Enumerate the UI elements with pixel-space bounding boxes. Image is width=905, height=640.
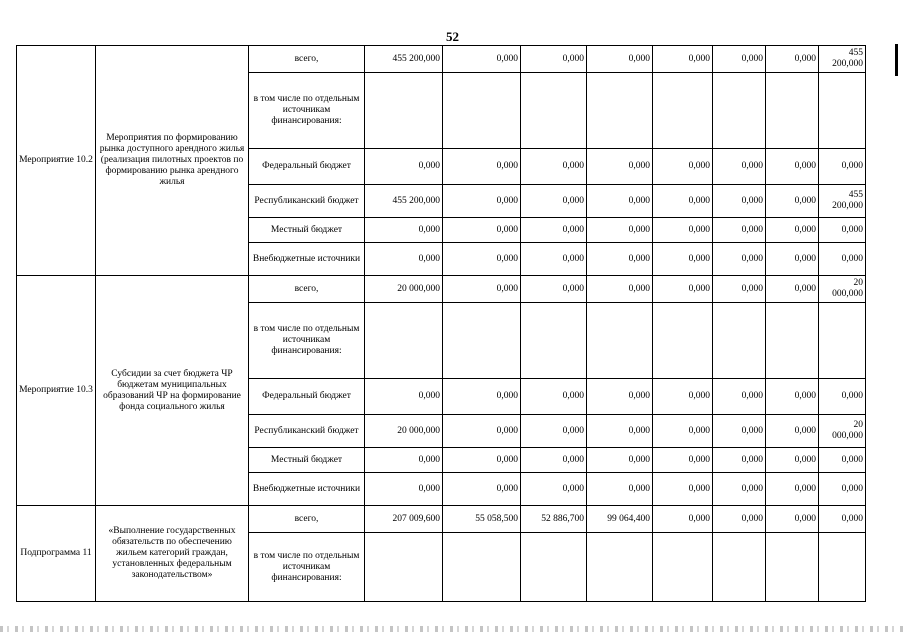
amount-cell <box>521 303 587 379</box>
amount-cell: 0,000 <box>653 506 713 533</box>
amount-cell: 0,000 <box>521 415 587 448</box>
amount-cell: 99 064,400 <box>587 506 653 533</box>
amount-cell: 0,000 <box>713 185 766 218</box>
amount-cell: 0,000 <box>713 149 766 185</box>
amount-cell <box>653 533 713 602</box>
amount-cell: 0,000 <box>587 448 653 473</box>
amount-cell: 0,000 <box>819 379 866 415</box>
amount-cell <box>587 73 653 149</box>
amount-cell: 0,000 <box>713 243 766 276</box>
amount-cell: 0,000 <box>653 243 713 276</box>
amount-cell: 0,000 <box>443 415 521 448</box>
amount-cell <box>819 303 866 379</box>
amount-cell <box>819 73 866 149</box>
funding-source: Республиканский бюджет <box>249 415 365 448</box>
amount-cell: 0,000 <box>365 243 443 276</box>
amount-cell: 55 058,500 <box>443 506 521 533</box>
amount-cell: 0,000 <box>653 415 713 448</box>
amount-cell: 0,000 <box>766 415 819 448</box>
amount-cell: 0,000 <box>713 473 766 506</box>
amount-cell: 0,000 <box>819 218 866 243</box>
funding-source: Федеральный бюджет <box>249 379 365 415</box>
amount-cell: 0,000 <box>653 276 713 303</box>
amount-cell <box>443 533 521 602</box>
amount-cell <box>713 303 766 379</box>
table-row <box>17 46 866 73</box>
amount-cell <box>653 303 713 379</box>
amount-cell: 0,000 <box>653 149 713 185</box>
amount-cell: 0,000 <box>443 473 521 506</box>
amount-cell: 0,000 <box>819 506 866 533</box>
funding-source: в том числе по отдельным источникам финансирования: <box>249 73 365 149</box>
amount-cell: 0,000 <box>819 448 866 473</box>
amount-cell: 0,000 <box>653 218 713 243</box>
amount-cell: 0,000 <box>521 276 587 303</box>
amount-cell <box>766 303 819 379</box>
amount-cell: 20 000,000 <box>365 276 443 303</box>
amount-cell <box>365 533 443 602</box>
funding-source: Федеральный бюджет <box>249 149 365 185</box>
amount-cell: 0,000 <box>365 149 443 185</box>
amount-cell: 0,000 <box>653 448 713 473</box>
scan-noise-line <box>0 626 905 632</box>
amount-cell: 0,000 <box>713 276 766 303</box>
amount-cell: 0,000 <box>713 379 766 415</box>
amount-cell: 0,000 <box>521 149 587 185</box>
amount-cell: 0,000 <box>521 218 587 243</box>
funding-source: Внебюджетные источники <box>249 243 365 276</box>
amount-cell: 0,000 <box>365 473 443 506</box>
amount-cell <box>365 73 443 149</box>
item-code: Подпрограмма 11 <box>17 506 96 602</box>
amount-cell: 0,000 <box>713 415 766 448</box>
amount-cell <box>713 73 766 149</box>
amount-cell: 52 886,700 <box>521 506 587 533</box>
amount-cell: 0,000 <box>365 218 443 243</box>
amount-cell: 0,000 <box>587 243 653 276</box>
amount-cell: 0,000 <box>766 185 819 218</box>
amount-cell: 0,000 <box>521 243 587 276</box>
scan-margin-mark <box>895 44 898 76</box>
funding-source: в том числе по отдельным источникам финансирования: <box>249 533 365 602</box>
amount-cell: 0,000 <box>766 243 819 276</box>
amount-cell: 0,000 <box>819 473 866 506</box>
amount-cell: 20 000,000 <box>819 276 866 303</box>
amount-cell: 0,000 <box>365 448 443 473</box>
item-code: Мероприятие 10.2 <box>17 46 96 276</box>
amount-cell <box>766 73 819 149</box>
funding-source: всего, <box>249 506 365 533</box>
item-name: Субсидии за счет бюджета ЧР бюджетам муниципальных образований ЧР на формирование фонда социального жилья <box>96 276 249 506</box>
amount-cell: 0,000 <box>587 149 653 185</box>
amount-cell <box>443 303 521 379</box>
amount-cell: 0,000 <box>713 46 766 73</box>
item-code: Мероприятие 10.3 <box>17 276 96 506</box>
amount-cell: 0,000 <box>521 185 587 218</box>
funding-source: всего, <box>249 46 365 73</box>
amount-cell: 0,000 <box>766 149 819 185</box>
amount-cell: 0,000 <box>521 46 587 73</box>
amount-cell: 0,000 <box>766 379 819 415</box>
amount-cell: 455 200,000 <box>365 185 443 218</box>
amount-cell: 0,000 <box>443 379 521 415</box>
amount-cell: 0,000 <box>766 448 819 473</box>
amount-cell: 0,000 <box>819 243 866 276</box>
amount-cell: 0,000 <box>521 448 587 473</box>
amount-cell <box>365 303 443 379</box>
amount-cell: 0,000 <box>365 379 443 415</box>
funding-table <box>16 45 866 602</box>
funding-source: в том числе по отдельным источникам финансирования: <box>249 303 365 379</box>
amount-cell: 0,000 <box>653 379 713 415</box>
amount-cell: 0,000 <box>587 185 653 218</box>
table-row <box>17 506 866 533</box>
funding-source: Республиканский бюджет <box>249 185 365 218</box>
amount-cell: 0,000 <box>521 473 587 506</box>
amount-cell: 0,000 <box>713 448 766 473</box>
amount-cell: 0,000 <box>587 415 653 448</box>
amount-cell: 0,000 <box>443 276 521 303</box>
amount-cell: 0,000 <box>521 379 587 415</box>
amount-cell: 0,000 <box>443 448 521 473</box>
amount-cell <box>587 533 653 602</box>
amount-cell: 0,000 <box>653 46 713 73</box>
amount-cell: 0,000 <box>443 185 521 218</box>
table-row <box>17 276 866 303</box>
funding-source: всего, <box>249 276 365 303</box>
amount-cell <box>653 73 713 149</box>
amount-cell: 20 000,000 <box>365 415 443 448</box>
amount-cell: 0,000 <box>766 276 819 303</box>
amount-cell: 0,000 <box>587 218 653 243</box>
amount-cell <box>819 533 866 602</box>
item-name: Мероприятия по формированию рынка доступного арендного жилья (реализация пилотных проектов по формированию рынка арендного жилья <box>96 46 249 276</box>
amount-cell: 0,000 <box>443 243 521 276</box>
amount-cell: 0,000 <box>713 506 766 533</box>
amount-cell: 20 000,000 <box>819 415 866 448</box>
funding-source: Внебюджетные источники <box>249 473 365 506</box>
amount-cell <box>521 533 587 602</box>
amount-cell: 0,000 <box>819 149 866 185</box>
amount-cell: 0,000 <box>443 149 521 185</box>
amount-cell: 0,000 <box>587 46 653 73</box>
amount-cell: 0,000 <box>766 46 819 73</box>
amount-cell: 0,000 <box>766 218 819 243</box>
amount-cell: 0,000 <box>713 218 766 243</box>
amount-cell <box>521 73 587 149</box>
amount-cell: 455 200,000 <box>365 46 443 73</box>
amount-cell: 455 200,000 <box>819 185 866 218</box>
amount-cell: 0,000 <box>587 379 653 415</box>
funding-source: Местный бюджет <box>249 218 365 243</box>
amount-cell <box>713 533 766 602</box>
amount-cell: 0,000 <box>653 185 713 218</box>
page-number: 52 <box>446 29 459 44</box>
amount-cell: 0,000 <box>653 473 713 506</box>
funding-source: Местный бюджет <box>249 448 365 473</box>
amount-cell: 0,000 <box>443 46 521 73</box>
amount-cell: 0,000 <box>587 473 653 506</box>
amount-cell: 207 009,600 <box>365 506 443 533</box>
amount-cell: 0,000 <box>766 473 819 506</box>
amount-cell: 0,000 <box>766 506 819 533</box>
amount-cell: 455 200,000 <box>819 46 866 73</box>
amount-cell <box>766 533 819 602</box>
amount-cell: 0,000 <box>443 218 521 243</box>
item-name: «Выполнение государственных обязательств по обеспечению жильем категорий граждан, установленных федеральным законодательством» <box>96 506 249 602</box>
amount-cell <box>443 73 521 149</box>
amount-cell <box>587 303 653 379</box>
amount-cell: 0,000 <box>587 276 653 303</box>
